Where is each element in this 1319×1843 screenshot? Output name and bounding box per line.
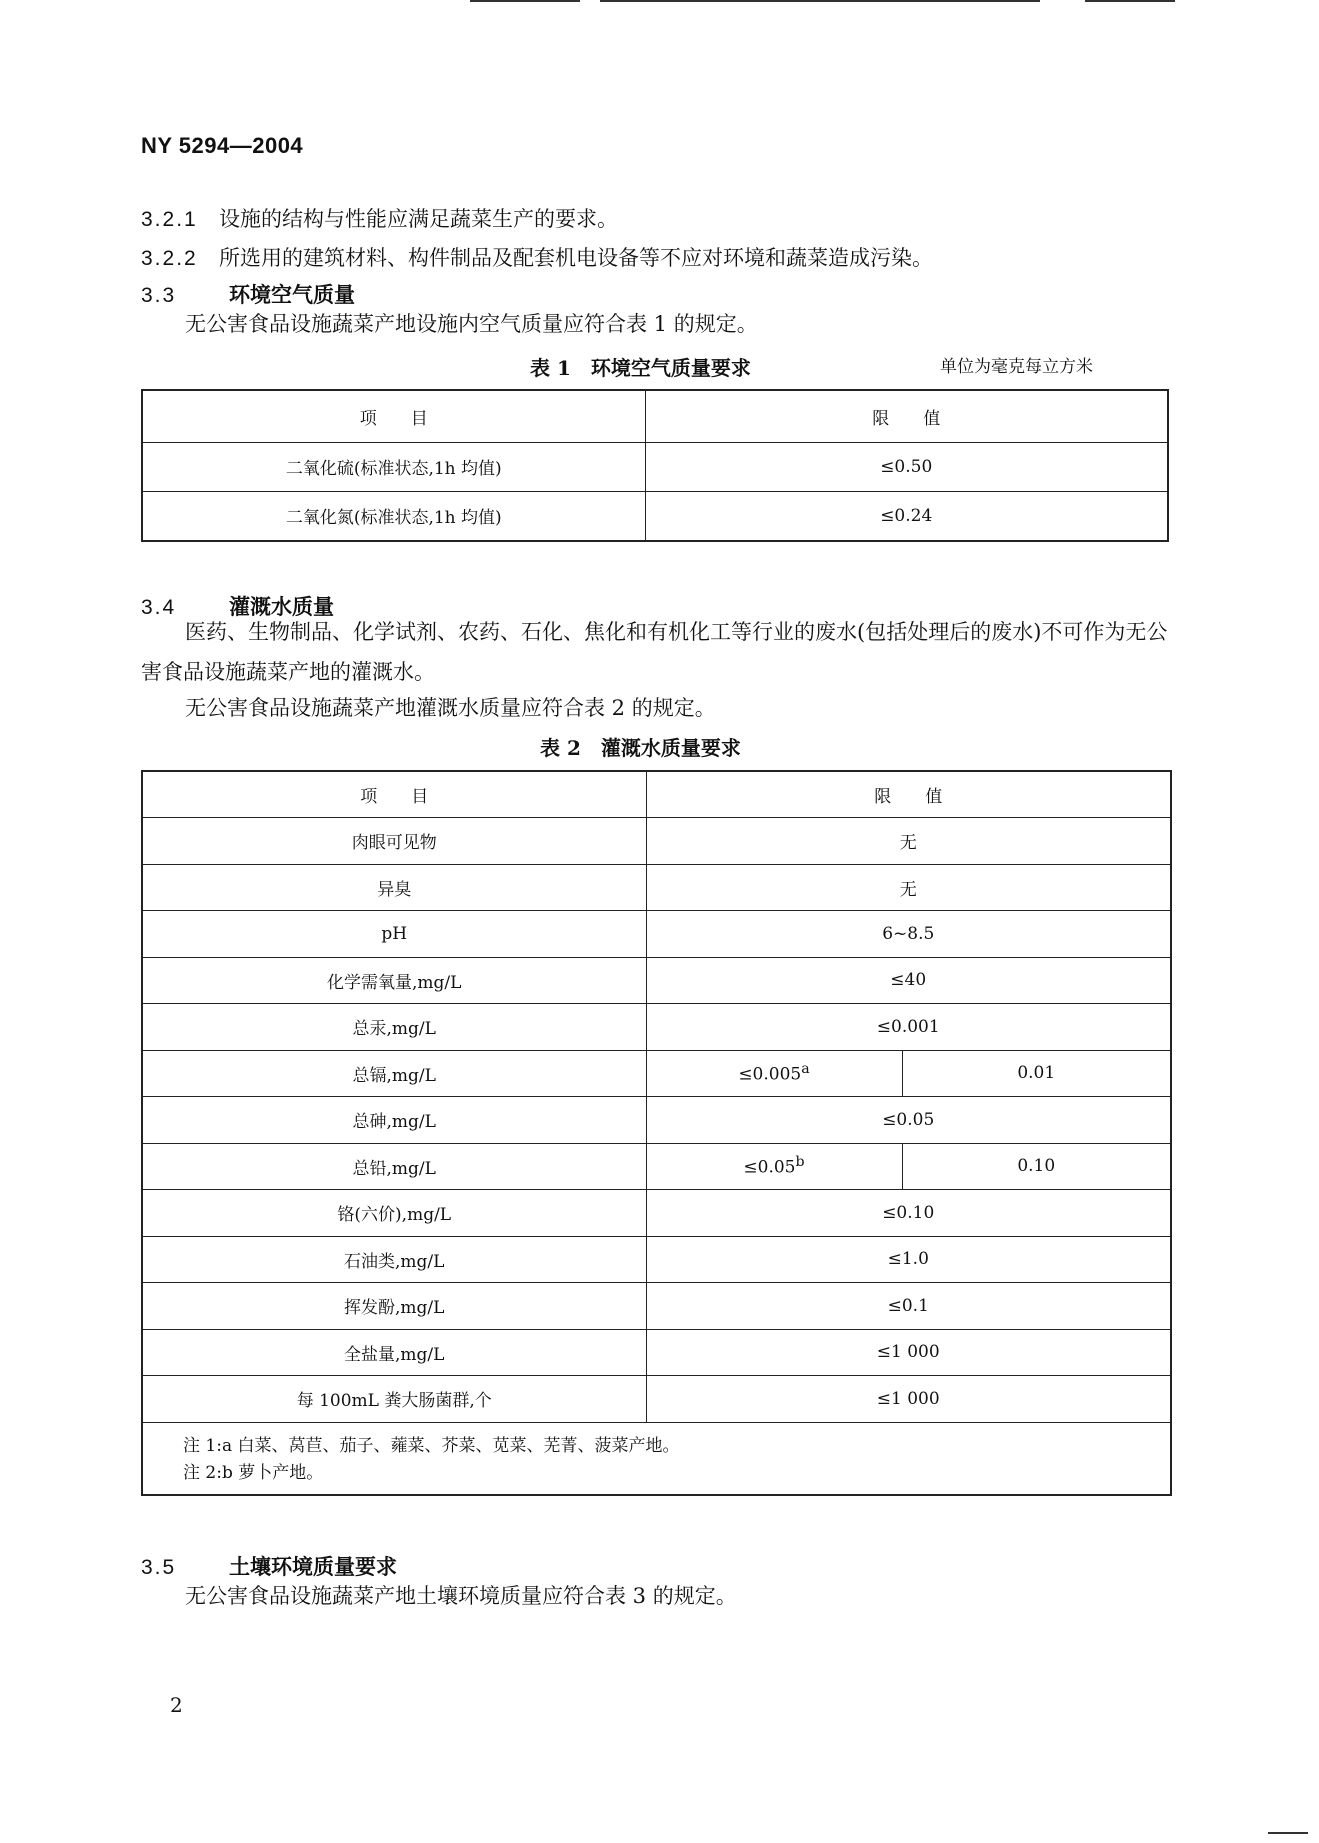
table-cell-item: 异臭 [142, 864, 646, 910]
table-cell-item: 铬(六价),mg/L [142, 1189, 646, 1236]
table-cell-item: 总汞,mg/L [142, 1003, 646, 1050]
table-note: 注 2:b 萝卜产地。 [183, 1462, 324, 1483]
table-cell-value-alt: 0.10 [902, 1143, 1171, 1189]
section-title: 土壤环境质量要求 [229, 1554, 397, 1579]
table-header-row [142, 771, 1171, 817]
table-cell-value: 无 [646, 864, 1171, 910]
table1-unit: 单位为毫克每立方米 [940, 357, 1093, 377]
table-cell-item: 总铅,mg/L [142, 1143, 646, 1189]
table-cell-value: 6~8.5 [646, 910, 1171, 957]
paragraph-text: 无公害食品设施蔬菜产地土壤环境质量应符合表 3 的规定。 [185, 1584, 737, 1608]
limit-value: ≤0.05 [743, 1157, 796, 1178]
table-row [142, 1143, 1171, 1189]
scan-edge-mark [600, 0, 1040, 2]
table-row [142, 442, 1168, 491]
table-header-item: 项 目 [142, 771, 646, 817]
table-cell-value: 无 [646, 817, 1171, 864]
footnote-marker: a [801, 1061, 810, 1078]
clause-text: 设施的结构与性能应满足蔬菜生产的要求。 [219, 207, 618, 231]
scan-edge-mark [470, 0, 580, 2]
table1 [141, 389, 1169, 542]
paragraph-3-5 [141, 1576, 1171, 1616]
table-header-value: 限 值 [646, 771, 1171, 817]
table-cell-value: ≤0.1 [646, 1282, 1171, 1329]
table-cell-value [646, 1143, 902, 1189]
limit-value: ≤0.005 [738, 1064, 802, 1085]
paragraph-text: 无公害食品设施蔬菜产地设施内空气质量应符合表 1 的规定。 [185, 312, 758, 336]
table-row [142, 1329, 1171, 1375]
table-cell-item: 二氧化氮(标准状态,1h 均值) [142, 491, 645, 541]
table-cell-item: 挥发酚,mg/L [142, 1282, 646, 1329]
table-cell-value: ≤1 000 [646, 1329, 1171, 1375]
table-cell-value: ≤40 [646, 957, 1171, 1003]
table-cell-item: pH [142, 910, 646, 957]
table-cell-value: ≤0.001 [646, 1003, 1171, 1050]
paragraph-text: 无公害食品设施蔬菜产地灌溉水质量应符合表 2 的规定。 [185, 696, 716, 720]
clause-3-2-2 [141, 242, 933, 272]
section-title: 环境空气质量 [229, 282, 355, 307]
clause-number: 3.2.1 [141, 208, 198, 231]
section-number: 3.5 [141, 1556, 177, 1579]
document-code: NY 5294—2004 [141, 133, 304, 158]
clause-3-2-1 [141, 203, 618, 233]
paragraph-3-4-a [141, 612, 1171, 692]
table-row [142, 910, 1171, 957]
table-cell-value-alt: 0.01 [902, 1050, 1171, 1096]
table-cell-item: 每 100mL 粪大肠菌群,个 [142, 1375, 646, 1422]
table-row [142, 957, 1171, 1003]
table-row [142, 1236, 1171, 1282]
table-cell-value: ≤0.10 [646, 1189, 1171, 1236]
section-title: 灌溉水质量 [229, 594, 334, 619]
table-row [142, 1189, 1171, 1236]
clause-text: 所选用的建筑材料、构件制品及配套机电设备等不应对环境和蔬菜造成污染。 [219, 246, 933, 270]
table-row [142, 1050, 1171, 1096]
table2 [141, 770, 1172, 1496]
table1-caption: 表 1 环境空气质量要求 [530, 356, 751, 380]
table-note: 注 1:a 白菜、莴苣、茄子、蕹菜、芥菜、苋菜、芜菁、菠菜产地。 [183, 1435, 680, 1456]
table2-caption: 表 2 灌溉水质量要求 [540, 736, 741, 760]
table-cell-value: ≤1 000 [646, 1375, 1171, 1422]
table-cell-item: 化学需氧量,mg/L [142, 957, 646, 1003]
scan-edge-mark [1268, 1832, 1308, 1834]
section-number: 3.3 [141, 284, 177, 307]
table-cell-value: ≤0.24 [645, 491, 1168, 541]
table-cell-value: ≤0.05 [646, 1096, 1171, 1143]
scan-edge-mark [1085, 0, 1175, 2]
footnote-marker: b [795, 1154, 805, 1171]
table-cell-item: 全盐量,mg/L [142, 1329, 646, 1375]
table-cell-value: ≤1.0 [646, 1236, 1171, 1282]
clause-number: 3.2.2 [141, 247, 198, 270]
table-row [142, 817, 1171, 864]
table-cell-item: 二氧化硫(标准状态,1h 均值) [142, 442, 645, 491]
table-notes-row [142, 1422, 1171, 1495]
paragraph-3-4-b [141, 688, 1171, 728]
table-row [142, 864, 1171, 910]
paragraph-text: 医药、生物制品、化学试剂、农药、石化、焦化和有机化工等行业的废水(包括处理后的废水)不可作为无公害食品设施蔬菜产地的灌溉水。 [141, 620, 1168, 684]
table-header-value: 限 值 [645, 390, 1168, 442]
section-number: 3.4 [141, 596, 177, 619]
table-row [142, 491, 1168, 541]
table-cell-item: 石油类,mg/L [142, 1236, 646, 1282]
table-header-item: 项 目 [142, 390, 645, 442]
table-notes [142, 1422, 1171, 1495]
table-cell-item: 总砷,mg/L [142, 1096, 646, 1143]
page-number: 2 [170, 1693, 183, 1717]
table-row [142, 1375, 1171, 1422]
table-row [142, 1096, 1171, 1143]
paragraph-3-3 [141, 304, 1171, 344]
table-cell-item: 肉眼可见物 [142, 817, 646, 864]
table-row [142, 1003, 1171, 1050]
table-cell-value [646, 1050, 902, 1096]
table-header-row [142, 390, 1168, 442]
table-cell-item: 总镉,mg/L [142, 1050, 646, 1096]
table-row [142, 1282, 1171, 1329]
table-cell-value: ≤0.50 [645, 442, 1168, 491]
